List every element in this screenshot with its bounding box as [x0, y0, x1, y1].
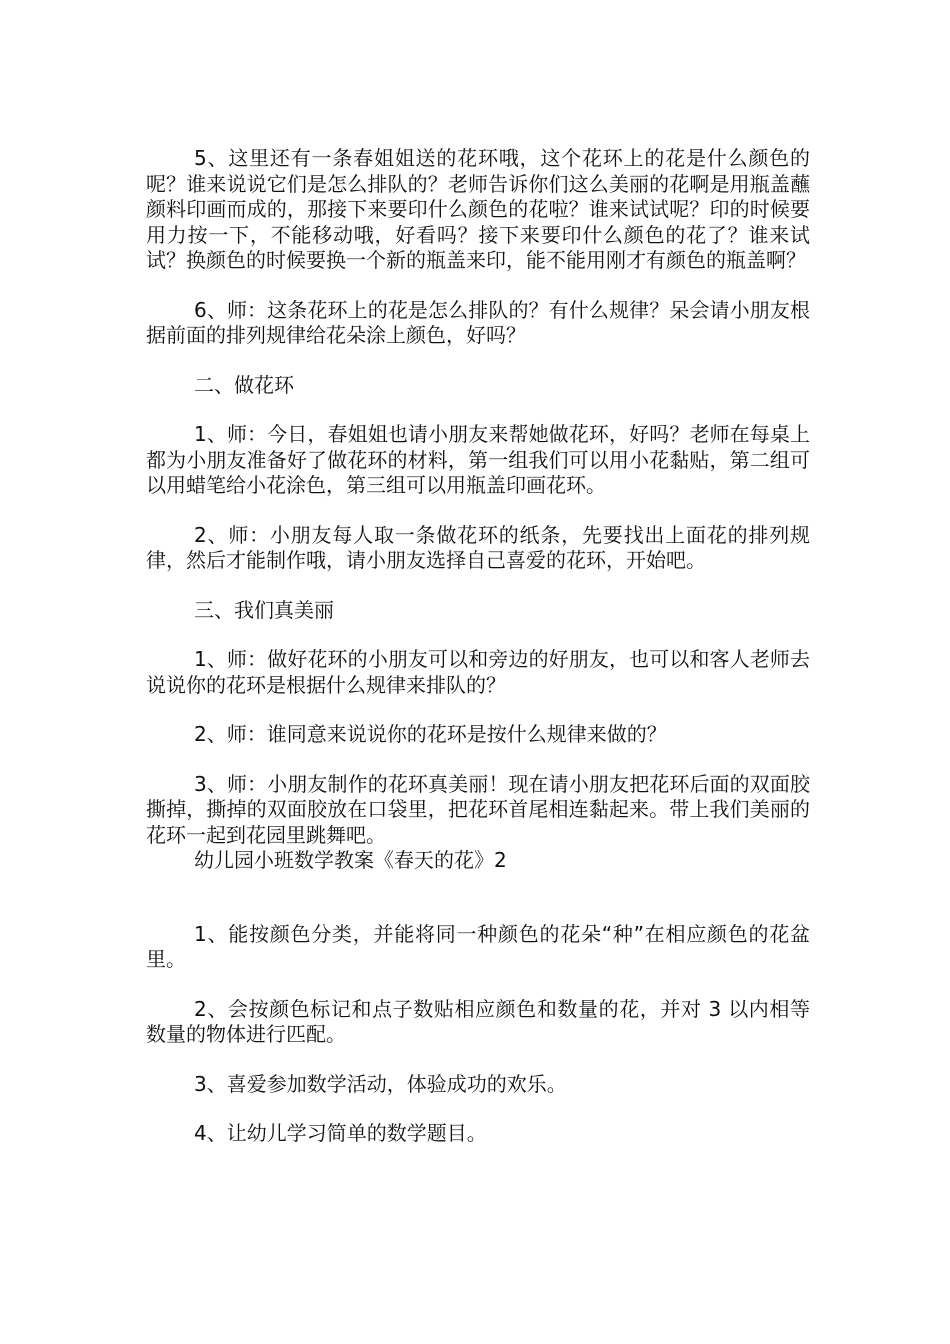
paragraph-beautiful-1: 1、师：做好花环的小朋友可以和旁边的好朋友，也可以和客人老师去说说你的花环是根据什么规律来排队的？ — [146, 647, 810, 697]
paragraph-step-5: 5、这里还有一条春姐姐送的花环哦，这个花环上的花是什么颜色的呢？谁来说说它们是怎么排队的？老师告诉你们这么美丽的花啊是用瓶盖蘸颜料印画而成的，那接下来要印什么颜色的花啦？谁来试试呢？印的时候要用力按一下，不能移动哦，好看吗？接下来要印什么颜色的花了？谁来试试？换颜色的时候要换一个新的瓶盖来印，能不能用刚才有颜色的瓶盖啊？ — [146, 146, 810, 272]
paragraph-beautiful-2: 2、师：谁同意来说说你的花环是按什么规律来做的？ — [194, 722, 667, 746]
document-body — [146, 146, 810, 1171]
paragraph-make-garland-2: 2、师：小朋友每人取一条做花环的纸条，先要找出上面花的排列规律，然后才能制作哦，请小朋友选择自己喜爱的花环，开始吧。 — [146, 522, 810, 572]
paragraph-beautiful-3: 3、师：小朋友制作的花环真美丽！现在请小朋友把花环后面的双面胶撕掉，撕掉的双面胶放在口袋里，把花环首尾相连黏起来。带上我们美丽的花环一起到花园里跳舞吧。 — [146, 771, 810, 847]
title-spacer — [146, 874, 810, 922]
goal-item-2: 2、会按颜色标记和点子数贴相应颜色和数量的花，并对 3 以内相等数量的物体进行匹配。 — [146, 996, 810, 1046]
section-heading-we-are-beautiful: 三、我们真美丽 — [194, 597, 334, 622]
section-heading-make-garland: 二、做花环 — [194, 372, 294, 397]
goal-item-4: 4、让幼儿学习简单的数学题目。 — [194, 1121, 487, 1145]
goal-item-1: 1、能按颜色分类，并能将同一种颜色的花朵“种”在相应颜色的花盆里。 — [146, 921, 810, 971]
paragraph-make-garland-1: 1、师：今日，春姐姐也请小朋友来帮她做花环，好吗？老师在每桌上都为小朋友准备好了做花环的材料，第一组我们可以用小花黏贴，第二组可以用蜡笔给小花涂色，第三组可以用瓶盖印画花环。 — [146, 422, 810, 497]
lesson-title: 幼儿园小班数学教案《春天的花》2 — [194, 848, 507, 872]
paragraph-step-6: 6、师：这条花环上的花是怎么排队的？有什么规律？呆会请小朋友根据前面的排列规律给花朵涂上颜色，好吗？ — [146, 297, 810, 347]
goal-item-3: 3、喜爱参加数学活动，体验成功的欢乐。 — [194, 1071, 567, 1096]
